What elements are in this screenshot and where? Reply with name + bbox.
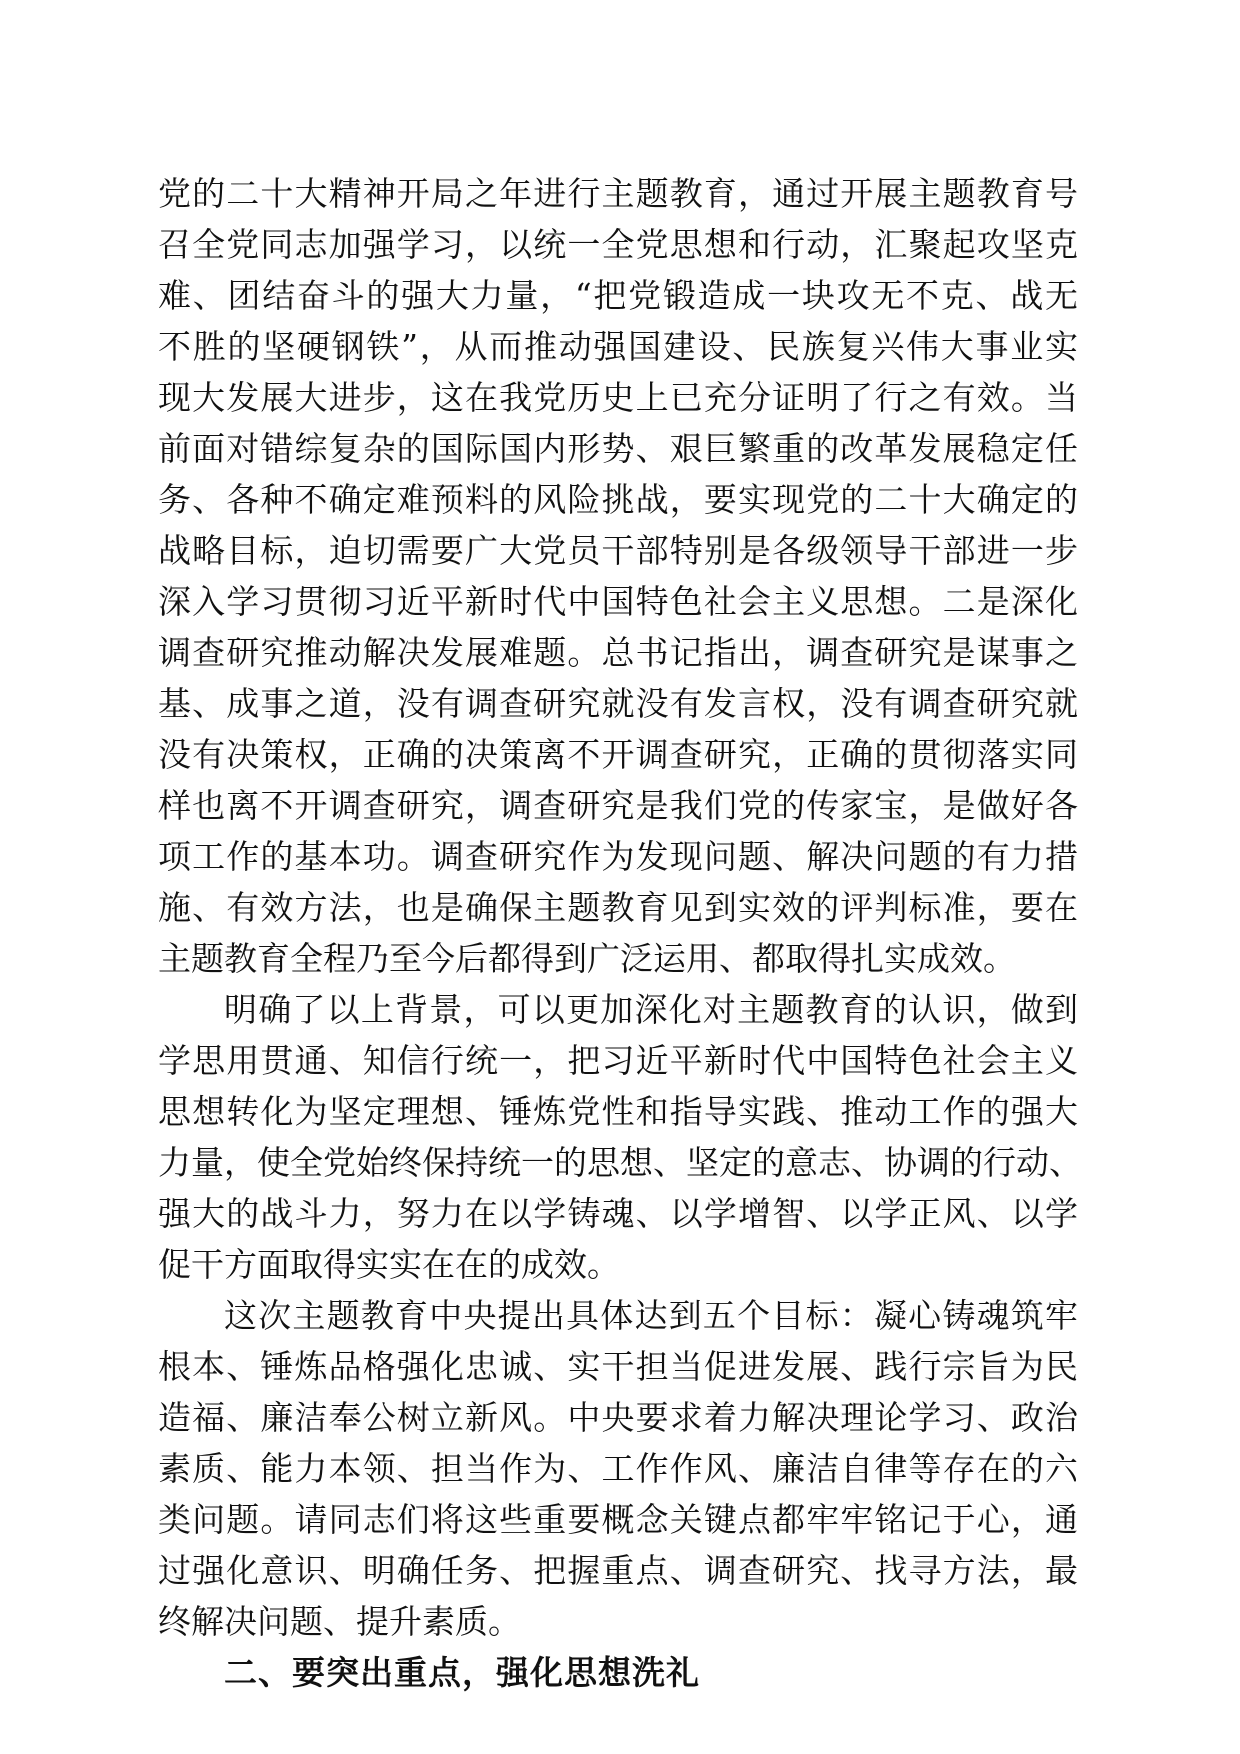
text-line: 项工作的基本功。调查研究作为发现问题、解决问题的有力措 (158, 837, 1078, 876)
text-line: 学思用贯通、知信行统一，把习近平新时代中国特色社会主义 (158, 1041, 1078, 1080)
text-line: 力量，使全党始终保持统一的思想、坚定的意志、协调的行动、 (158, 1143, 1082, 1182)
text-line: 现大发展大进步，这在我党历史上已充分证明了行之有效。当 (158, 378, 1078, 417)
text-line: 务、各种不确定难预料的风险挑战，要实现党的二十大确定的 (158, 480, 1078, 519)
section-heading-text: 二、要突出重点，强化思想洗礼 (224, 1653, 700, 1692)
text-line: 根本、锤炼品格强化忠诚、实干担当促进发展、践行宗旨为民 (158, 1347, 1078, 1386)
text-line: 前面对错综复杂的国际国内形势、艰巨繁重的改革发展稳定任 (158, 429, 1078, 468)
text-line: 强大的战斗力，努力在以学铸魂、以学增智、以学正风、以学 (158, 1194, 1078, 1233)
document-body (158, 168, 1082, 1698)
text-line: 主题教育全程乃至今后都得到广泛运用、都取得扎实成效。 (158, 939, 1016, 978)
text-line: 造福、廉洁奉公树立新风。中央要求着力解决理论学习、政治 (158, 1398, 1078, 1437)
text-line: 党的二十大精神开局之年进行主题教育，通过开展主题教育号 (158, 174, 1078, 213)
text-line: 明确了以上背景，可以更加深化对主题教育的认识，做到 (224, 990, 1078, 1029)
text-line: 召全党同志加强学习，以统一全党思想和行动，汇聚起攻坚克 (158, 225, 1078, 264)
paragraph-1 (158, 168, 1078, 984)
paragraph-2 (158, 984, 1082, 1290)
text-line: 战略目标，迫切需要广大党员干部特别是各级领导干部进一步 (158, 531, 1078, 570)
text-line: 施、有效方法，也是确保主题教育见到实效的评判标准，要在 (158, 888, 1078, 927)
section-heading (158, 1647, 1078, 1698)
text-line: 思想转化为坚定理想、锤炼党性和指导实践、推动工作的强大 (158, 1092, 1078, 1131)
paragraph-3 (158, 1290, 1078, 1647)
text-line: 基、成事之道，没有调查研究就没有发言权，没有调查研究就 (158, 684, 1078, 723)
text-line: 过强化意识、明确任务、把握重点、调查研究、找寻方法，最 (158, 1551, 1078, 1590)
text-line: 素质、能力本领、担当作为、工作作风、廉洁自律等存在的六 (158, 1449, 1078, 1488)
text-line: 类问题。请同志们将这些重要概念关键点都牢牢铭记于心，通 (158, 1500, 1078, 1539)
text-line: 终解决问题、提升素质。 (158, 1602, 521, 1641)
text-line: 样也离不开调查研究，调查研究是我们党的传家宝，是做好各 (158, 786, 1078, 825)
text-line: 难、团结奋斗的强大力量，“把党锻造成一块攻无不克、战无 (158, 276, 1078, 315)
text-line: 调查研究推动解决发展难题。总书记指出，调查研究是谋事之 (158, 633, 1078, 672)
text-line: 不胜的坚硬钢铁”，从而推动强国建设、民族复兴伟大事业实 (158, 327, 1078, 366)
text-line: 深入学习贯彻习近平新时代中国特色社会主义思想。二是深化 (158, 582, 1078, 621)
text-line: 这次主题教育中央提出具体达到五个目标：凝心铸魂筑牢 (224, 1296, 1078, 1335)
text-line: 没有决策权，正确的决策离不开调查研究，正确的贯彻落实同 (158, 735, 1078, 774)
text-line: 促干方面取得实实在在的成效。 (158, 1245, 620, 1284)
